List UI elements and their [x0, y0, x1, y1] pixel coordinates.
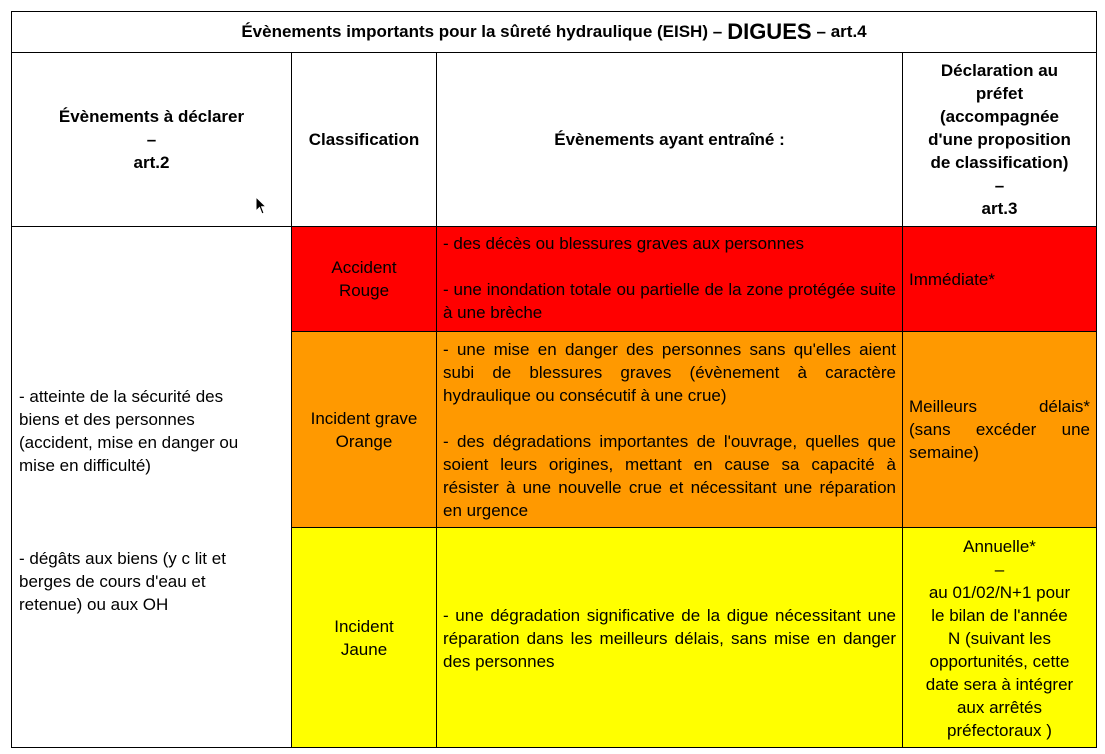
classification-line: Accident [331, 258, 397, 277]
declaration-line: Meilleurs délais* [909, 397, 1090, 416]
classification-line: Incident grave [310, 409, 418, 428]
event-line: biens et des personnes [19, 410, 195, 429]
event-line: - dégâts aux biens (y c lit et [19, 549, 226, 568]
header-col1-line: – [146, 130, 157, 149]
effect-item: - une dégradation significative de la digue nécessitant une réparation dans les meilleurs délais, sans mise en danger des personnes [443, 606, 896, 671]
declaration-line: – [994, 560, 1005, 579]
mouse-pointer-icon [255, 196, 269, 216]
event-line: berges de cours d'eau et [19, 572, 206, 591]
header-col4-line: art.3 [981, 199, 1018, 218]
header-classification [291, 52, 437, 227]
table-title [11, 11, 1097, 53]
effects-orange [436, 331, 903, 528]
classification-line: Rouge [338, 281, 390, 300]
header-col4-line: Déclaration au [940, 61, 1059, 80]
classification-line: Jaune [340, 640, 388, 659]
header-col1-line: Évènements à déclarer [58, 107, 245, 126]
classification-orange [291, 331, 437, 528]
effects-red [436, 226, 903, 332]
effect-item: - des décès ou blessures graves aux personnes [443, 234, 804, 253]
event-item-security [19, 385, 238, 477]
event-item-damage [19, 547, 226, 616]
header-col3-label: Évènements ayant entraîné : [554, 130, 785, 149]
declaration-line: opportunités, cette [929, 652, 1070, 671]
header-events-to-declare [11, 52, 292, 227]
declaration-orange [902, 331, 1097, 528]
title-suffix: – art.4 [816, 22, 867, 41]
header-resulting-events [436, 52, 903, 227]
declaration-line: date sera à intégrer [925, 675, 1074, 694]
header-col4-line: – [994, 176, 1005, 195]
declaration-line: (sans excéder une semaine) [909, 420, 1090, 462]
event-line: - atteinte de la sécurité des [19, 387, 224, 406]
header-col1-line: art.2 [133, 153, 170, 172]
effect-item: - des dégradations importantes de l'ouvrage, quelles que soient leurs origines, mettant en cause sa capacité à résister à une nouvelle crue et nécessitant une réparation en urgence [443, 432, 896, 520]
declaration-line: N (suivant les [948, 629, 1051, 648]
header-col4-line: de classification) [930, 153, 1069, 172]
title-highlight: DIGUES [727, 19, 812, 44]
declaration-red [902, 226, 1097, 332]
declaration-line: au 01/02/N+1 pour [928, 583, 1071, 602]
event-line: (accident, mise en danger ou [19, 433, 239, 452]
classification-line: Incident [334, 617, 394, 636]
title-prefix: Évènements importants pour la sûreté hydraulique (EISH) – [241, 22, 723, 41]
events-to-declare-cell [11, 226, 292, 748]
header-col4-line: d'une proposition [928, 130, 1071, 149]
effect-item: - une mise en danger des personnes sans qu'elles aient subi de blessures graves (évènement à caractère hydraulique ou consécutif à une crue) [443, 340, 896, 405]
effect-item: - une inondation totale ou partielle de la zone protégée suite à une brèche [443, 280, 896, 322]
classification-red [291, 226, 437, 332]
declaration-line: Immédiate* [909, 270, 995, 289]
declaration-line: préfectoraux ) [947, 721, 1052, 740]
event-line: mise en difficulté) [19, 456, 151, 475]
declaration-line: Annuelle* [963, 537, 1036, 556]
classification-line: Orange [335, 432, 393, 451]
declaration-line: le bilan de l'année [931, 606, 1068, 625]
header-declaration [902, 52, 1097, 227]
classification-yellow [291, 527, 437, 748]
declaration-yellow [902, 527, 1097, 748]
header-col4-line: (accompagnée [939, 107, 1060, 126]
header-col4-line: préfet [975, 84, 1024, 103]
effects-yellow [436, 527, 903, 748]
header-col2-label: Classification [308, 130, 420, 149]
declaration-line: aux arrêtés [956, 698, 1043, 717]
event-line: retenue) ou aux OH [19, 595, 169, 614]
